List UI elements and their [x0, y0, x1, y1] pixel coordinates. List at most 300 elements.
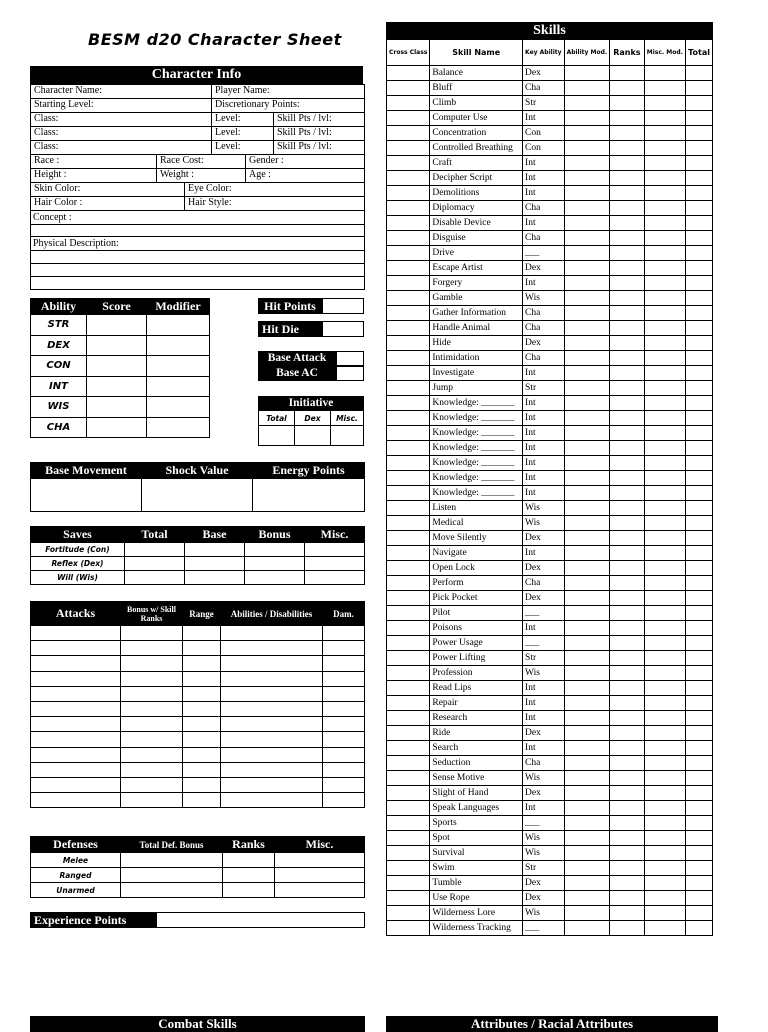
- skill-value-field[interactable]: [610, 621, 644, 636]
- character-info-blank[interactable]: [31, 225, 365, 237]
- skill-value-field[interactable]: [686, 66, 713, 81]
- skill-value-field[interactable]: [644, 681, 686, 696]
- attack-field[interactable]: [31, 762, 121, 777]
- character-info-field[interactable]: Skin Color:: [34, 183, 81, 194]
- attack-field[interactable]: [31, 717, 121, 732]
- attack-field[interactable]: [323, 762, 365, 777]
- skill-value-field[interactable]: [610, 126, 644, 141]
- skill-value-field[interactable]: [610, 741, 644, 756]
- skill-value-field[interactable]: [610, 876, 644, 891]
- cross-class-checkbox[interactable]: [387, 141, 430, 156]
- skill-value-field[interactable]: [610, 861, 644, 876]
- skill-value-field[interactable]: [644, 336, 686, 351]
- cross-class-checkbox[interactable]: [387, 96, 430, 111]
- skill-value-field[interactable]: [644, 876, 686, 891]
- skill-value-field[interactable]: [644, 816, 686, 831]
- skill-value-field[interactable]: [644, 561, 686, 576]
- cross-class-checkbox[interactable]: [387, 81, 430, 96]
- skill-value-field[interactable]: [610, 96, 644, 111]
- skill-value-field[interactable]: [686, 216, 713, 231]
- skill-value-field[interactable]: [686, 231, 713, 246]
- cross-class-checkbox[interactable]: [387, 561, 430, 576]
- skill-value-field[interactable]: [610, 531, 644, 546]
- skill-value-field[interactable]: [644, 501, 686, 516]
- skill-value-field[interactable]: [686, 786, 713, 801]
- attack-field[interactable]: [121, 701, 183, 716]
- character-info-field[interactable]: Skill Pts / lvl:: [273, 141, 364, 154]
- skill-value-field[interactable]: [644, 96, 686, 111]
- skill-value-field[interactable]: [686, 171, 713, 186]
- skill-value-field[interactable]: [686, 621, 713, 636]
- attack-field[interactable]: [121, 793, 183, 808]
- character-info-field[interactable]: Hair Style:: [184, 197, 364, 210]
- character-info-field[interactable]: Height :: [34, 169, 67, 180]
- skill-value-field[interactable]: [686, 741, 713, 756]
- skill-value-field[interactable]: [564, 441, 610, 456]
- skill-value-field[interactable]: [686, 861, 713, 876]
- attack-field[interactable]: [183, 656, 221, 671]
- skill-value-field[interactable]: [564, 546, 610, 561]
- skill-value-field[interactable]: [564, 486, 610, 501]
- skill-value-field[interactable]: [610, 306, 644, 321]
- character-info-field[interactable]: Starting Level:: [34, 99, 94, 110]
- skill-value-field[interactable]: [644, 636, 686, 651]
- cross-class-checkbox[interactable]: [387, 546, 430, 561]
- skill-value-field[interactable]: [686, 456, 713, 471]
- character-info-field[interactable]: Hair Color :: [34, 197, 83, 208]
- attack-field[interactable]: [31, 747, 121, 762]
- attack-field[interactable]: [183, 777, 221, 792]
- skill-value-field[interactable]: [686, 351, 713, 366]
- skill-value-field[interactable]: [686, 246, 713, 261]
- character-info-field[interactable]: Level:: [211, 127, 273, 140]
- skill-value-field[interactable]: [610, 261, 644, 276]
- skill-value-field[interactable]: [610, 486, 644, 501]
- skill-value-field[interactable]: [644, 321, 686, 336]
- skill-value-field[interactable]: [610, 156, 644, 171]
- skill-value-field[interactable]: [686, 561, 713, 576]
- skill-value-field[interactable]: [610, 441, 644, 456]
- skill-value-field[interactable]: [686, 531, 713, 546]
- cross-class-checkbox[interactable]: [387, 591, 430, 606]
- cross-class-checkbox[interactable]: [387, 576, 430, 591]
- skill-value-field[interactable]: [686, 501, 713, 516]
- skill-value-field[interactable]: [644, 906, 686, 921]
- cross-class-checkbox[interactable]: [387, 606, 430, 621]
- character-info-field[interactable]: Character Name:: [34, 85, 103, 96]
- skill-value-field[interactable]: [644, 381, 686, 396]
- skill-value-field[interactable]: [610, 381, 644, 396]
- initiative-dex-field[interactable]: [295, 426, 331, 446]
- hit-points-field[interactable]: [322, 298, 364, 314]
- cross-class-checkbox[interactable]: [387, 696, 430, 711]
- skill-value-field[interactable]: [564, 726, 610, 741]
- cross-class-checkbox[interactable]: [387, 501, 430, 516]
- skill-value-field[interactable]: [686, 321, 713, 336]
- physical-description-line[interactable]: [31, 264, 365, 277]
- skill-value-field[interactable]: [644, 471, 686, 486]
- skill-value-field[interactable]: [610, 831, 644, 846]
- attack-field[interactable]: [121, 747, 183, 762]
- skill-value-field[interactable]: [686, 801, 713, 816]
- skill-value-field[interactable]: [564, 711, 610, 726]
- cross-class-checkbox[interactable]: [387, 336, 430, 351]
- skill-value-field[interactable]: [644, 831, 686, 846]
- cross-class-checkbox[interactable]: [387, 801, 430, 816]
- skill-value-field[interactable]: [644, 726, 686, 741]
- skill-value-field[interactable]: [610, 81, 644, 96]
- skill-value-field[interactable]: [686, 111, 713, 126]
- attack-field[interactable]: [183, 671, 221, 686]
- attack-field[interactable]: [221, 777, 323, 792]
- character-info-field[interactable]: Class:: [34, 127, 59, 138]
- attack-field[interactable]: [31, 656, 121, 671]
- cross-class-checkbox[interactable]: [387, 861, 430, 876]
- skill-value-field[interactable]: [644, 591, 686, 606]
- attack-field[interactable]: [121, 671, 183, 686]
- skill-value-field[interactable]: [610, 426, 644, 441]
- cross-class-checkbox[interactable]: [387, 651, 430, 666]
- skill-value-field[interactable]: [644, 666, 686, 681]
- attack-field[interactable]: [183, 793, 221, 808]
- character-info-field[interactable]: Skill Pts / lvl:: [273, 113, 364, 126]
- cross-class-checkbox[interactable]: [387, 126, 430, 141]
- skill-value-field[interactable]: [610, 396, 644, 411]
- skill-value-field[interactable]: [686, 891, 713, 906]
- skill-value-field[interactable]: [564, 516, 610, 531]
- skill-value-field[interactable]: [686, 411, 713, 426]
- attack-field[interactable]: [221, 717, 323, 732]
- skill-value-field[interactable]: [610, 456, 644, 471]
- skill-value-field[interactable]: [610, 276, 644, 291]
- skill-value-field[interactable]: [644, 201, 686, 216]
- cross-class-checkbox[interactable]: [387, 516, 430, 531]
- skill-value-field[interactable]: [564, 741, 610, 756]
- skill-value-field[interactable]: [564, 231, 610, 246]
- skill-value-field[interactable]: [644, 156, 686, 171]
- skill-value-field[interactable]: [644, 276, 686, 291]
- cross-class-checkbox[interactable]: [387, 786, 430, 801]
- attack-field[interactable]: [221, 762, 323, 777]
- skill-value-field[interactable]: [686, 921, 713, 936]
- skill-value-field[interactable]: [564, 201, 610, 216]
- skill-value-field[interactable]: [610, 921, 644, 936]
- cross-class-checkbox[interactable]: [387, 426, 430, 441]
- cross-class-checkbox[interactable]: [387, 381, 430, 396]
- skill-value-field[interactable]: [610, 771, 644, 786]
- cross-class-checkbox[interactable]: [387, 201, 430, 216]
- character-info-field[interactable]: Race :: [34, 155, 60, 166]
- physical-description-line[interactable]: [31, 251, 365, 264]
- skill-value-field[interactable]: [564, 606, 610, 621]
- skill-value-field[interactable]: [610, 141, 644, 156]
- character-info-field[interactable]: Gender :: [245, 155, 364, 168]
- skill-value-field[interactable]: [564, 501, 610, 516]
- defense-field[interactable]: [275, 853, 365, 868]
- ability-score-field[interactable]: [87, 356, 147, 377]
- character-info-field[interactable]: Skill Pts / lvl:: [273, 127, 364, 140]
- attack-field[interactable]: [221, 732, 323, 747]
- attack-field[interactable]: [121, 656, 183, 671]
- skill-value-field[interactable]: [686, 516, 713, 531]
- skill-value-field[interactable]: [610, 291, 644, 306]
- skill-value-field[interactable]: [686, 441, 713, 456]
- skill-value-field[interactable]: [610, 336, 644, 351]
- defense-field[interactable]: [275, 883, 365, 898]
- character-info-field[interactable]: Race Cost:: [156, 155, 245, 168]
- skill-value-field[interactable]: [564, 306, 610, 321]
- defense-field[interactable]: [223, 853, 275, 868]
- cross-class-checkbox[interactable]: [387, 816, 430, 831]
- skill-value-field[interactable]: [644, 126, 686, 141]
- skill-value-field[interactable]: [610, 351, 644, 366]
- skill-value-field[interactable]: [564, 291, 610, 306]
- ability-modifier-field[interactable]: [147, 356, 210, 377]
- attack-field[interactable]: [31, 701, 121, 716]
- cross-class-checkbox[interactable]: [387, 876, 430, 891]
- skill-value-field[interactable]: [644, 516, 686, 531]
- ability-score-field[interactable]: [87, 417, 147, 438]
- initiative-total-field[interactable]: [259, 426, 295, 446]
- skill-value-field[interactable]: [644, 366, 686, 381]
- ability-modifier-field[interactable]: [147, 376, 210, 397]
- attack-field[interactable]: [221, 626, 323, 641]
- skill-value-field[interactable]: [610, 711, 644, 726]
- skill-value-field[interactable]: [686, 666, 713, 681]
- skill-value-field[interactable]: [644, 306, 686, 321]
- attack-field[interactable]: [31, 671, 121, 686]
- skill-value-field[interactable]: [564, 876, 610, 891]
- cross-class-checkbox[interactable]: [387, 411, 430, 426]
- cross-class-checkbox[interactable]: [387, 666, 430, 681]
- skill-value-field[interactable]: [686, 96, 713, 111]
- cross-class-checkbox[interactable]: [387, 756, 430, 771]
- skill-value-field[interactable]: [644, 411, 686, 426]
- skill-value-field[interactable]: [686, 606, 713, 621]
- attack-field[interactable]: [31, 626, 121, 641]
- skill-value-field[interactable]: [610, 516, 644, 531]
- skill-value-field[interactable]: [564, 696, 610, 711]
- save-field[interactable]: [305, 543, 365, 557]
- skill-value-field[interactable]: [610, 246, 644, 261]
- cross-class-checkbox[interactable]: [387, 231, 430, 246]
- cross-class-checkbox[interactable]: [387, 621, 430, 636]
- attack-field[interactable]: [323, 686, 365, 701]
- skill-value-field[interactable]: [610, 681, 644, 696]
- skill-value-field[interactable]: [686, 291, 713, 306]
- cross-class-checkbox[interactable]: [387, 456, 430, 471]
- attack-field[interactable]: [121, 732, 183, 747]
- skill-value-field[interactable]: [686, 261, 713, 276]
- skill-value-field[interactable]: [564, 186, 610, 201]
- skill-value-field[interactable]: [686, 846, 713, 861]
- ability-score-field[interactable]: [87, 335, 147, 356]
- attack-field[interactable]: [221, 671, 323, 686]
- skill-value-field[interactable]: [686, 156, 713, 171]
- skill-value-field[interactable]: [564, 831, 610, 846]
- skill-value-field[interactable]: [644, 81, 686, 96]
- skill-value-field[interactable]: [686, 771, 713, 786]
- attack-field[interactable]: [183, 686, 221, 701]
- attack-field[interactable]: [121, 762, 183, 777]
- skill-value-field[interactable]: [686, 591, 713, 606]
- skill-value-field[interactable]: [686, 726, 713, 741]
- skill-value-field[interactable]: [644, 771, 686, 786]
- ability-modifier-field[interactable]: [147, 315, 210, 336]
- skill-value-field[interactable]: [644, 261, 686, 276]
- skill-value-field[interactable]: [564, 636, 610, 651]
- skill-value-field[interactable]: [564, 531, 610, 546]
- skill-value-field[interactable]: [610, 561, 644, 576]
- cross-class-checkbox[interactable]: [387, 366, 430, 381]
- defense-field[interactable]: [121, 868, 223, 883]
- skill-value-field[interactable]: [610, 471, 644, 486]
- physical-description-line[interactable]: [31, 277, 365, 290]
- save-field[interactable]: [185, 557, 245, 571]
- skill-value-field[interactable]: [564, 171, 610, 186]
- defense-field[interactable]: [121, 883, 223, 898]
- skill-value-field[interactable]: [686, 816, 713, 831]
- save-field[interactable]: [125, 571, 185, 585]
- ability-score-field[interactable]: [87, 315, 147, 336]
- skill-value-field[interactable]: [564, 321, 610, 336]
- skill-value-field[interactable]: [610, 891, 644, 906]
- save-field[interactable]: [305, 557, 365, 571]
- skill-value-field[interactable]: [644, 351, 686, 366]
- skill-value-field[interactable]: [564, 576, 610, 591]
- skill-value-field[interactable]: [564, 246, 610, 261]
- cross-class-checkbox[interactable]: [387, 846, 430, 861]
- skill-value-field[interactable]: [644, 891, 686, 906]
- attack-field[interactable]: [183, 641, 221, 656]
- attack-field[interactable]: [221, 686, 323, 701]
- skill-value-field[interactable]: [610, 171, 644, 186]
- skill-value-field[interactable]: [644, 111, 686, 126]
- skill-value-field[interactable]: [686, 876, 713, 891]
- skill-value-field[interactable]: [564, 141, 610, 156]
- skill-value-field[interactable]: [644, 606, 686, 621]
- skill-value-field[interactable]: [564, 681, 610, 696]
- skill-value-field[interactable]: [564, 771, 610, 786]
- character-info-field[interactable]: Concept :: [31, 211, 365, 225]
- attack-field[interactable]: [31, 732, 121, 747]
- ability-score-field[interactable]: [87, 376, 147, 397]
- skill-value-field[interactable]: [644, 576, 686, 591]
- skill-value-field[interactable]: [564, 156, 610, 171]
- skill-value-field[interactable]: [564, 846, 610, 861]
- skill-value-field[interactable]: [686, 336, 713, 351]
- skill-value-field[interactable]: [610, 501, 644, 516]
- skill-value-field[interactable]: [564, 786, 610, 801]
- skill-value-field[interactable]: [610, 816, 644, 831]
- cross-class-checkbox[interactable]: [387, 906, 430, 921]
- cross-class-checkbox[interactable]: [387, 246, 430, 261]
- skill-value-field[interactable]: [564, 471, 610, 486]
- skill-value-field[interactable]: [644, 921, 686, 936]
- skill-value-field[interactable]: [644, 456, 686, 471]
- save-field[interactable]: [125, 557, 185, 571]
- cross-class-checkbox[interactable]: [387, 351, 430, 366]
- attack-field[interactable]: [323, 701, 365, 716]
- attack-field[interactable]: [31, 777, 121, 792]
- skill-value-field[interactable]: [644, 141, 686, 156]
- skill-value-field[interactable]: [644, 621, 686, 636]
- skill-value-field[interactable]: [644, 66, 686, 81]
- skill-value-field[interactable]: [564, 921, 610, 936]
- skill-value-field[interactable]: [686, 141, 713, 156]
- cross-class-checkbox[interactable]: [387, 306, 430, 321]
- save-field[interactable]: [245, 543, 305, 557]
- skill-value-field[interactable]: [686, 426, 713, 441]
- cross-class-checkbox[interactable]: [387, 321, 430, 336]
- attack-field[interactable]: [221, 641, 323, 656]
- attack-field[interactable]: [221, 793, 323, 808]
- skill-value-field[interactable]: [610, 216, 644, 231]
- attack-field[interactable]: [31, 686, 121, 701]
- defense-field[interactable]: [121, 853, 223, 868]
- ability-modifier-field[interactable]: [147, 397, 210, 418]
- attack-field[interactable]: [221, 747, 323, 762]
- skill-value-field[interactable]: [644, 546, 686, 561]
- skill-value-field[interactable]: [564, 666, 610, 681]
- skill-value-field[interactable]: [564, 216, 610, 231]
- skill-value-field[interactable]: [564, 426, 610, 441]
- skill-value-field[interactable]: [644, 801, 686, 816]
- attack-field[interactable]: [323, 671, 365, 686]
- skill-value-field[interactable]: [564, 906, 610, 921]
- ability-score-field[interactable]: [87, 397, 147, 418]
- skill-value-field[interactable]: [564, 276, 610, 291]
- cross-class-checkbox[interactable]: [387, 531, 430, 546]
- skill-value-field[interactable]: [564, 381, 610, 396]
- skill-value-field[interactable]: [610, 606, 644, 621]
- skill-value-field[interactable]: [564, 801, 610, 816]
- skill-value-field[interactable]: [610, 846, 644, 861]
- skill-value-field[interactable]: [644, 441, 686, 456]
- attack-field[interactable]: [323, 626, 365, 641]
- skill-value-field[interactable]: [564, 861, 610, 876]
- skill-value-field[interactable]: [686, 186, 713, 201]
- cross-class-checkbox[interactable]: [387, 396, 430, 411]
- skill-value-field[interactable]: [610, 576, 644, 591]
- defense-field[interactable]: [275, 868, 365, 883]
- character-info-field[interactable]: Discretionary Points:: [211, 99, 364, 112]
- character-info-field[interactable]: Player Name:: [211, 85, 364, 98]
- skill-value-field[interactable]: [610, 786, 644, 801]
- cross-class-checkbox[interactable]: [387, 156, 430, 171]
- skill-value-field[interactable]: [610, 201, 644, 216]
- attack-field[interactable]: [323, 717, 365, 732]
- cross-class-checkbox[interactable]: [387, 681, 430, 696]
- skill-value-field[interactable]: [644, 741, 686, 756]
- skill-value-field[interactable]: [564, 591, 610, 606]
- character-info-field[interactable]: Physical Description:: [31, 237, 365, 251]
- skill-value-field[interactable]: [644, 171, 686, 186]
- cross-class-checkbox[interactable]: [387, 771, 430, 786]
- attack-field[interactable]: [183, 732, 221, 747]
- skill-value-field[interactable]: [564, 456, 610, 471]
- skill-value-field[interactable]: [644, 426, 686, 441]
- skill-value-field[interactable]: [564, 66, 610, 81]
- skill-value-field[interactable]: [610, 696, 644, 711]
- skill-value-field[interactable]: [610, 411, 644, 426]
- skill-value-field[interactable]: [686, 486, 713, 501]
- skill-value-field[interactable]: [686, 306, 713, 321]
- skill-value-field[interactable]: [610, 231, 644, 246]
- skill-value-field[interactable]: [564, 561, 610, 576]
- shock-value-field[interactable]: [142, 479, 253, 512]
- skill-value-field[interactable]: [610, 186, 644, 201]
